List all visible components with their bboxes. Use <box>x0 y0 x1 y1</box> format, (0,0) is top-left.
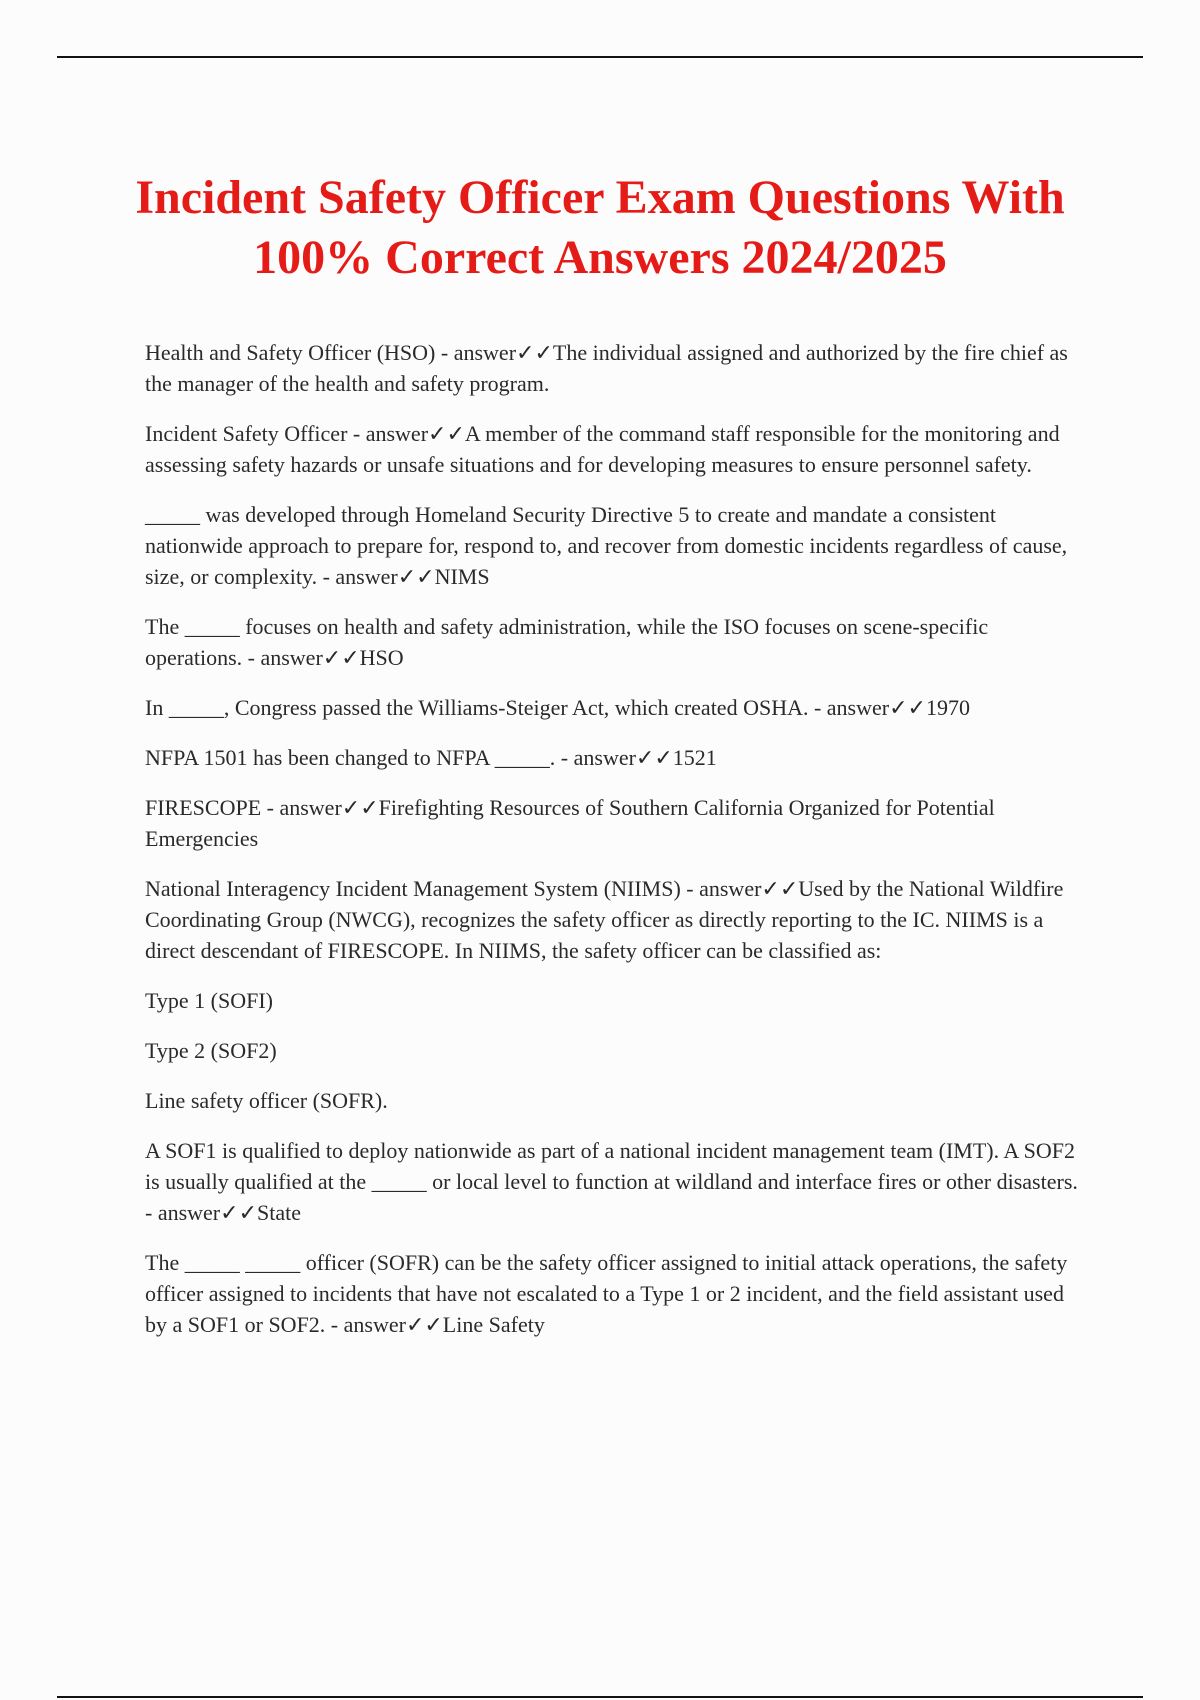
document-title <box>100 168 1100 288</box>
qa-item-incident-safety-officer: Incident Safety Officer - answer✓✓A member of the command staff responsible for the monitoring and assessing safety hazards or unsafe situations and for developing measures to ensure personnel safety. <box>145 421 1060 477</box>
list-item-line-safety: Line safety officer (SOFR). <box>145 1088 388 1113</box>
bottom-rule <box>57 1696 1143 1698</box>
qa-item-sof-state: A SOF1 is qualified to deploy nationwide as part of a national incident management team (IMT). A SOF2 is usually qualified at the _____ or local level to function at wildland and interface fires or other disasters. - answer✓✓State <box>145 1138 1078 1225</box>
qa-item-nims: _____ was developed through Homeland Security Directive 5 to create and mandate a consistent nationwide approach to prepare for, respond to, and recover from domestic incidents regardless of cause, size, or complexity. - answer✓✓NIMS <box>145 502 1068 589</box>
qa-item-hso: Health and Safety Officer (HSO) - answer✓✓The individual assigned and authorized by the fire chief as the manager of the health and safety program. <box>145 340 1068 396</box>
qa-item-osha: In _____, Congress passed the Williams-Steiger Act, which created OSHA. - answer✓✓1970 <box>145 695 970 720</box>
qa-item-nfpa: NFPA 1501 has been changed to NFPA _____. - answer✓✓1521 <box>145 745 717 770</box>
list-item-type-1: Type 1 (SOFI) <box>145 988 274 1013</box>
qa-item-line-safety: The _____ _____ officer (SOFR) can be the safety officer assigned to initial attack operations, the safety officer assigned to incidents that have not escalated to a Type 1 or 2 incident, and the field assistant used by a SOF1 or SOF2. - answer✓✓Line Safety <box>145 1250 1068 1337</box>
list-item-type-2: Type 2 (SOF2) <box>145 1038 277 1063</box>
qa-item-hso-focus: The _____ focuses on health and safety administration, while the ISO focuses on scene-specific operations. - answer✓✓HSO <box>145 614 989 670</box>
title-line-2: 100% Correct Answers 2024/2025 <box>253 231 947 284</box>
top-rule <box>57 56 1143 58</box>
title-line-1: Incident Safety Officer Exam Questions With <box>135 171 1065 224</box>
document-body <box>145 337 1090 1359</box>
qa-item-niims: National Interagency Incident Management System (NIIMS) - answer✓✓Used by the National Wildfire Coordinating Group (NWCG), recognizes the safety officer as directly reporting to the IC. NIIMS is a direct descendant of FIRESCOPE. In NIIMS, the safety officer can be classified as: <box>145 876 1064 963</box>
qa-item-firescope: FIRESCOPE - answer✓✓Firefighting Resources of Southern California Organized for Potential Emergencies <box>145 795 995 851</box>
